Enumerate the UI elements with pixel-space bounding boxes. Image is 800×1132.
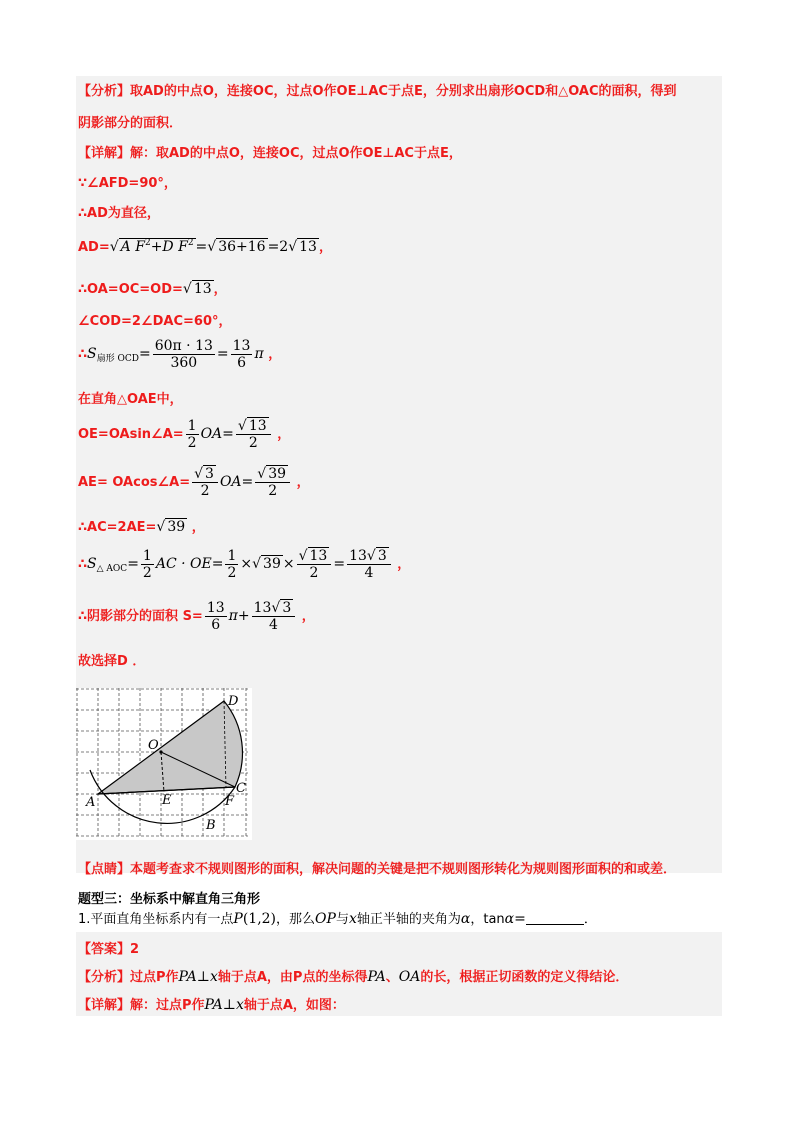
- eq-shaded-area: ∴阴影部分的面积 S= $\frac{13}{6}$ π+ $\frac{13√ 3}{4}$ ，: [78, 600, 315, 634]
- answer-blank: [526, 912, 584, 925]
- label-b: B: [206, 818, 216, 833]
- choose-answer: 故选择D ．: [78, 654, 146, 669]
- eq-angle: ∠COD=2∠DAC=60°，: [78, 314, 232, 329]
- eq-ae: AE= OAcos∠A= $\frac{√ 3}{2}$ OA= $\frac{√ 39}{2}$ ，: [78, 466, 310, 500]
- label-o: O: [148, 738, 159, 753]
- label-e: E: [162, 793, 172, 808]
- eq-ad: AD=√ A $F^2+D$ $F^2$ =√ 36+16 =2√ 13 ，: [78, 238, 332, 255]
- answer-line: 【答案】2: [78, 942, 140, 957]
- eq-oe: OE=OAsin∠A= $\frac{1}{2}$ OA= $\frac{√ 13}{2}$ ，: [78, 418, 291, 452]
- detail-line: 【详解】解：取AD的中点O，连接OC，过点O作OE⊥AC于点E，: [78, 146, 462, 161]
- step-diameter: ∴AD为直径，: [78, 206, 160, 221]
- eq-ac: ∴AC=2AE=√ 39 ，: [78, 519, 205, 535]
- comment-line: 【点睛】本题考查求不规则图形的面积，解决问题的关键是把不规则图形转化为规则图形面积的和或差．: [78, 862, 677, 877]
- step-afd: ∵∠AFD=90°，: [78, 176, 177, 191]
- label-d: D: [228, 694, 239, 709]
- label-c: C: [236, 781, 246, 796]
- analysis-line: 【分析】取AD的中点O，连接OC，过点O作OE⊥AC于点E，分别求出扇形OCD和△OAC的面积，得到: [78, 84, 677, 99]
- analysis-line-cont: 阴影部分的面积．: [78, 116, 183, 131]
- analysis-2-line: 【分析】过点P作PA⊥x轴于点A，由P点的坐标得PA、OA的长，根据正切函数的定义得结论．: [78, 969, 629, 985]
- question-1: 1.平面直角坐标系内有一点P(1,2)，那么OP与x轴正半轴的夹角为α，tanα= ．: [78, 911, 597, 927]
- eq-oa: ∴OA=OC=OD=√ 13 ，: [78, 281, 227, 297]
- detail-2-line: 【详解】解：过点P作PA⊥x轴于点A，如图：: [78, 997, 345, 1013]
- section-title: 题型三：坐标系中解直角三角形: [78, 892, 261, 907]
- eq-area-aoc: $\therefore S_{\triangle AOC}=$ $\frac{1}{2}$ AC · OE= $\frac{1}{2}$ ×√ 39 × $\frac{√ 13}{2}$ = $\frac{13√ 3}{4}$ ，: [78, 548, 411, 582]
- label-f: F: [225, 794, 235, 809]
- geometry-figure: [76, 688, 252, 840]
- label-a: A: [86, 795, 96, 810]
- right-triangle-line: 在直角△OAE中，: [78, 392, 183, 407]
- eq-sector: $\therefore S_{扇形 OCD}=$ $\frac{60\pi \cdot 13}{360}$ = $\frac{13}{6}$ π ，: [78, 338, 282, 372]
